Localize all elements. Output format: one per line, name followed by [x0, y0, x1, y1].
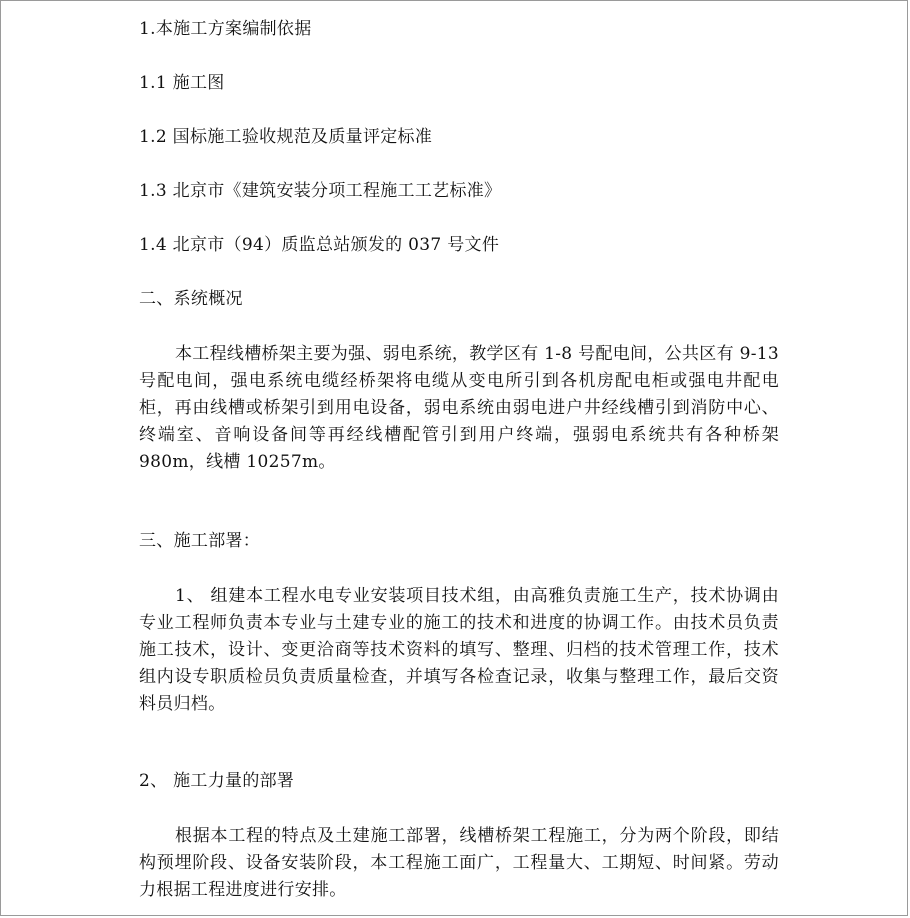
section-title-system-overview: 二、系统概况	[139, 289, 243, 309]
item-construction-drawings: 1.1 施工图	[139, 73, 225, 93]
item-national-standards: 1.2 国标施工验收规范及质量评定标准	[139, 127, 433, 147]
heading-basis: 1.本施工方案编制依据	[139, 19, 312, 39]
item-beijing-document: 1.4 北京市（94）质监总站颁发的 037 号文件	[139, 235, 500, 255]
subsection-title-workforce: 2、 施工力量的部署	[139, 771, 295, 791]
paragraph-workforce: 根据本工程的特点及土建施工部署，线槽桥架工程施工，分为两个阶段，即结构预埋阶段、设备安装阶段，本工程施工面广，工程量大、工期短、时间紧。劳动力根据工程进度进行安排。	[139, 826, 779, 900]
paragraph-system-overview: 本工程线槽桥架主要为强、弱电系统，教学区有 1-8 号配电间，公共区有 9-13 号配电间，强电系统电缆经桥架将电缆从变电所引到各机房配电柜或强电井配电柜，再由线槽或桥架引到用电设备，弱电系统由弱电进户井经线槽引到消防中心、终端室、音响设备间等再经线槽配管引到用户终端，强弱电系统共有各种桥架 980m，线槽 10257m。	[139, 344, 779, 472]
section-title-deployment: 三、施工部署：	[139, 531, 261, 551]
paragraph-technical-team: 1、 组建本工程水电专业安装项目技术组，由高雅负责施工生产，技术协调由专业工程师负责本专业与土建专业的施工的技术和进度的协调工作。由技术员负责施工技术，设计、变更洽商等技术资料的填写、整理、归档的技术管理工作，技术组内设专职质检员负责质量检查，并填写各检查记录，收集与整理工作，最后交资料员归档。	[139, 586, 779, 714]
item-beijing-standard: 1.3 北京市《建筑安装分项工程施工工艺标准》	[139, 181, 502, 201]
